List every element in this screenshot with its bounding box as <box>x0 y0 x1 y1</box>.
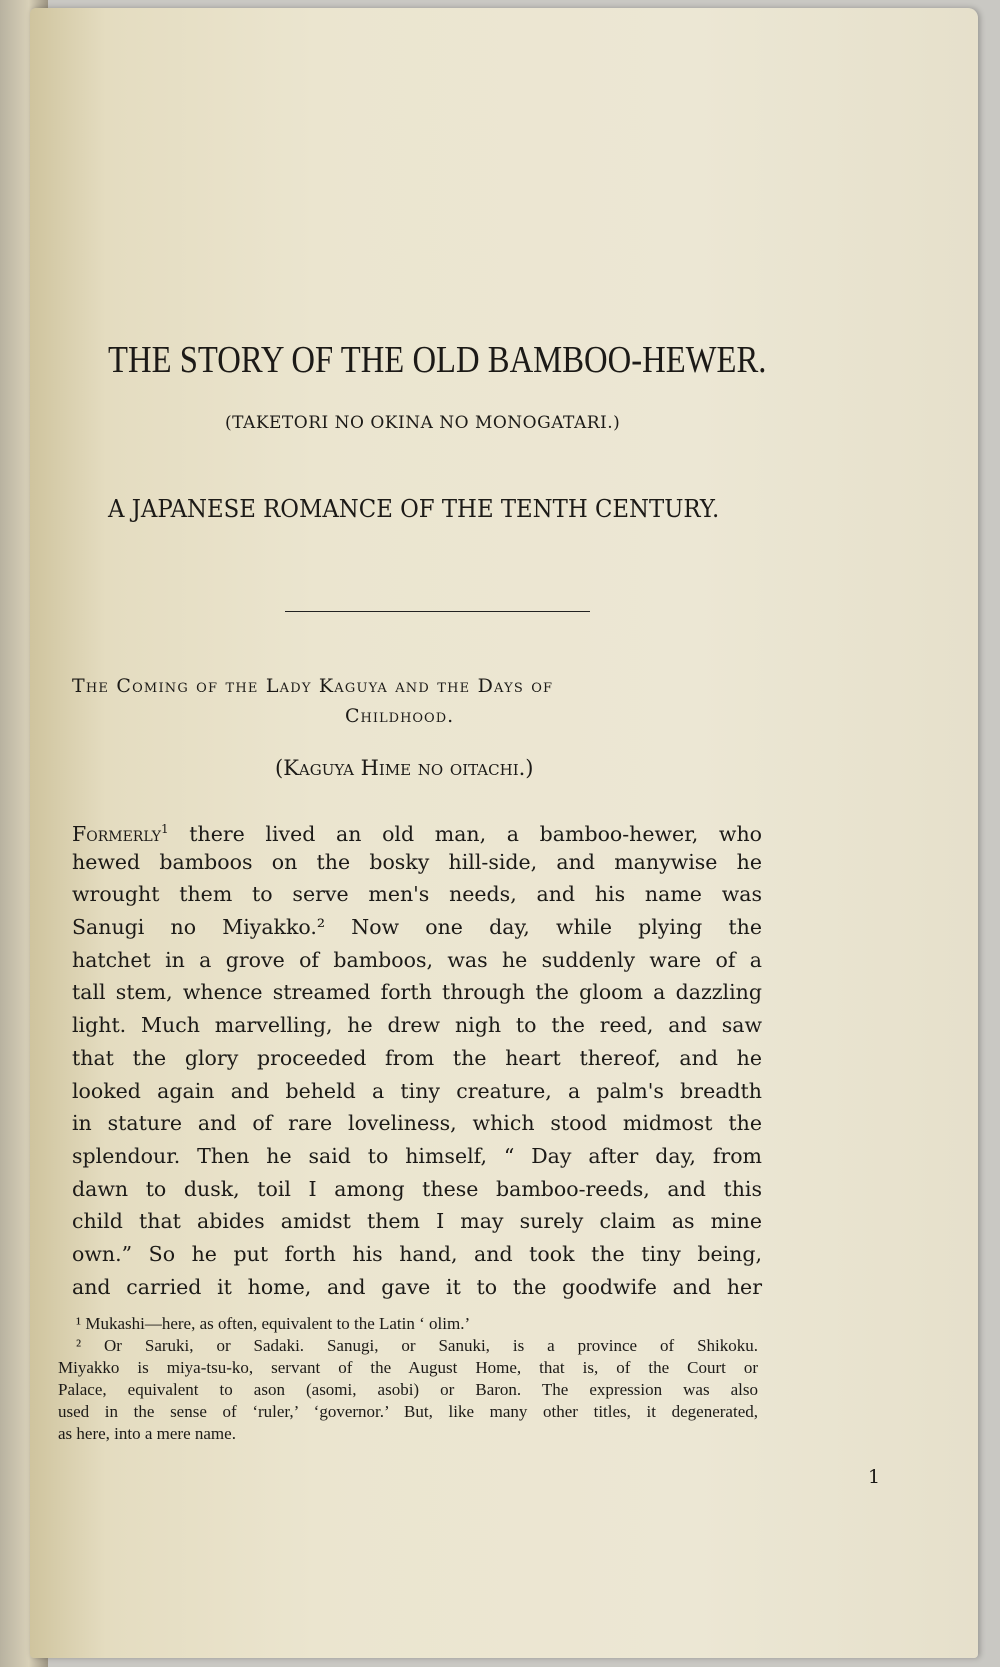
body-line: that the glory proceeded from the heart thereof, and he <box>72 1045 762 1070</box>
chapter-heading-line2: Childhood. <box>345 705 455 727</box>
footnote-line: as here, into a mere name. <box>58 1424 236 1443</box>
body-text <box>72 813 762 1303</box>
chapter-heading-line1: The Coming of the Lady Kaguya and the Days of <box>72 675 554 697</box>
body-line: light. Much marvelling, he drew nigh to the reed, and saw <box>72 1013 762 1038</box>
page-subheading: A JAPANESE ROMANCE OF THE TENTH CENTURY. <box>108 495 720 523</box>
footnote-line: used in the sense of ‘ruler,’ ‘governor.’ But, like many other titles, it degenerated, <box>58 1402 758 1421</box>
body-line: splendour. Then he said to himself, “ Day after day, from <box>72 1143 762 1168</box>
chapter-subheading: (Kaguya Hime no oitachi.) <box>275 756 534 780</box>
page-number: 1 <box>868 1466 881 1488</box>
body-line: Formerly$^1$ there lived an old man, a bamboo-hewer, who <box>72 821 762 846</box>
body-line: in stature and of rare loveliness, which stood midmost the <box>72 1111 762 1136</box>
book-page <box>30 8 978 1658</box>
footnote-ref: 1 <box>160 822 169 836</box>
footnotes <box>58 1313 758 1445</box>
footnote-line: Miyakko is miya-tsu-ko, servant of the August Home, that is, of the Court or <box>58 1358 758 1377</box>
page-subtitle: (TAKETORI NO OKINA NO MONOGATARI.) <box>225 413 621 433</box>
footnote-line: Palace, equivalent to ason (asomi, asobi) or Baron. The expression was also <box>58 1380 758 1399</box>
body-line: and carried it home, and gave it to the goodwife and her <box>72 1274 762 1299</box>
footnote-line: ¹ Mukashi—here, as often, equivalent to the Latin ‘ olim.’ <box>76 1314 471 1333</box>
page-title: THE STORY OF THE OLD BAMBOO-HEWER. <box>108 339 767 381</box>
first-word: Formerly <box>72 821 161 846</box>
body-line: own.” So he put forth his hand, and took the tiny being, <box>72 1241 762 1266</box>
body-line: hatchet in a grove of bamboos, was he suddenly ware of a <box>72 947 762 972</box>
body-line: child that abides amidst them I may surely claim as mine <box>72 1209 762 1234</box>
footnote-line: ² Or Saruki, or Sadaki. Sanugi, or Sanuki, is a province of Shikoku. <box>76 1336 758 1355</box>
body-line: tall stem, whence streamed forth through the gloom a dazzling <box>72 980 762 1005</box>
divider-rule <box>285 611 590 612</box>
body-line: wrought them to serve men's needs, and his name was <box>72 882 762 907</box>
body-line: dawn to dusk, toil I among these bamboo-reeds, and this <box>72 1176 762 1201</box>
body-line: Sanugi no Miyakko.² Now one day, while plying the <box>72 915 762 940</box>
body-line: looked again and beheld a tiny creature, a palm's breadth <box>72 1078 762 1103</box>
body-line: hewed bamboos on the bosky hill-side, and manywise he <box>72 849 762 874</box>
